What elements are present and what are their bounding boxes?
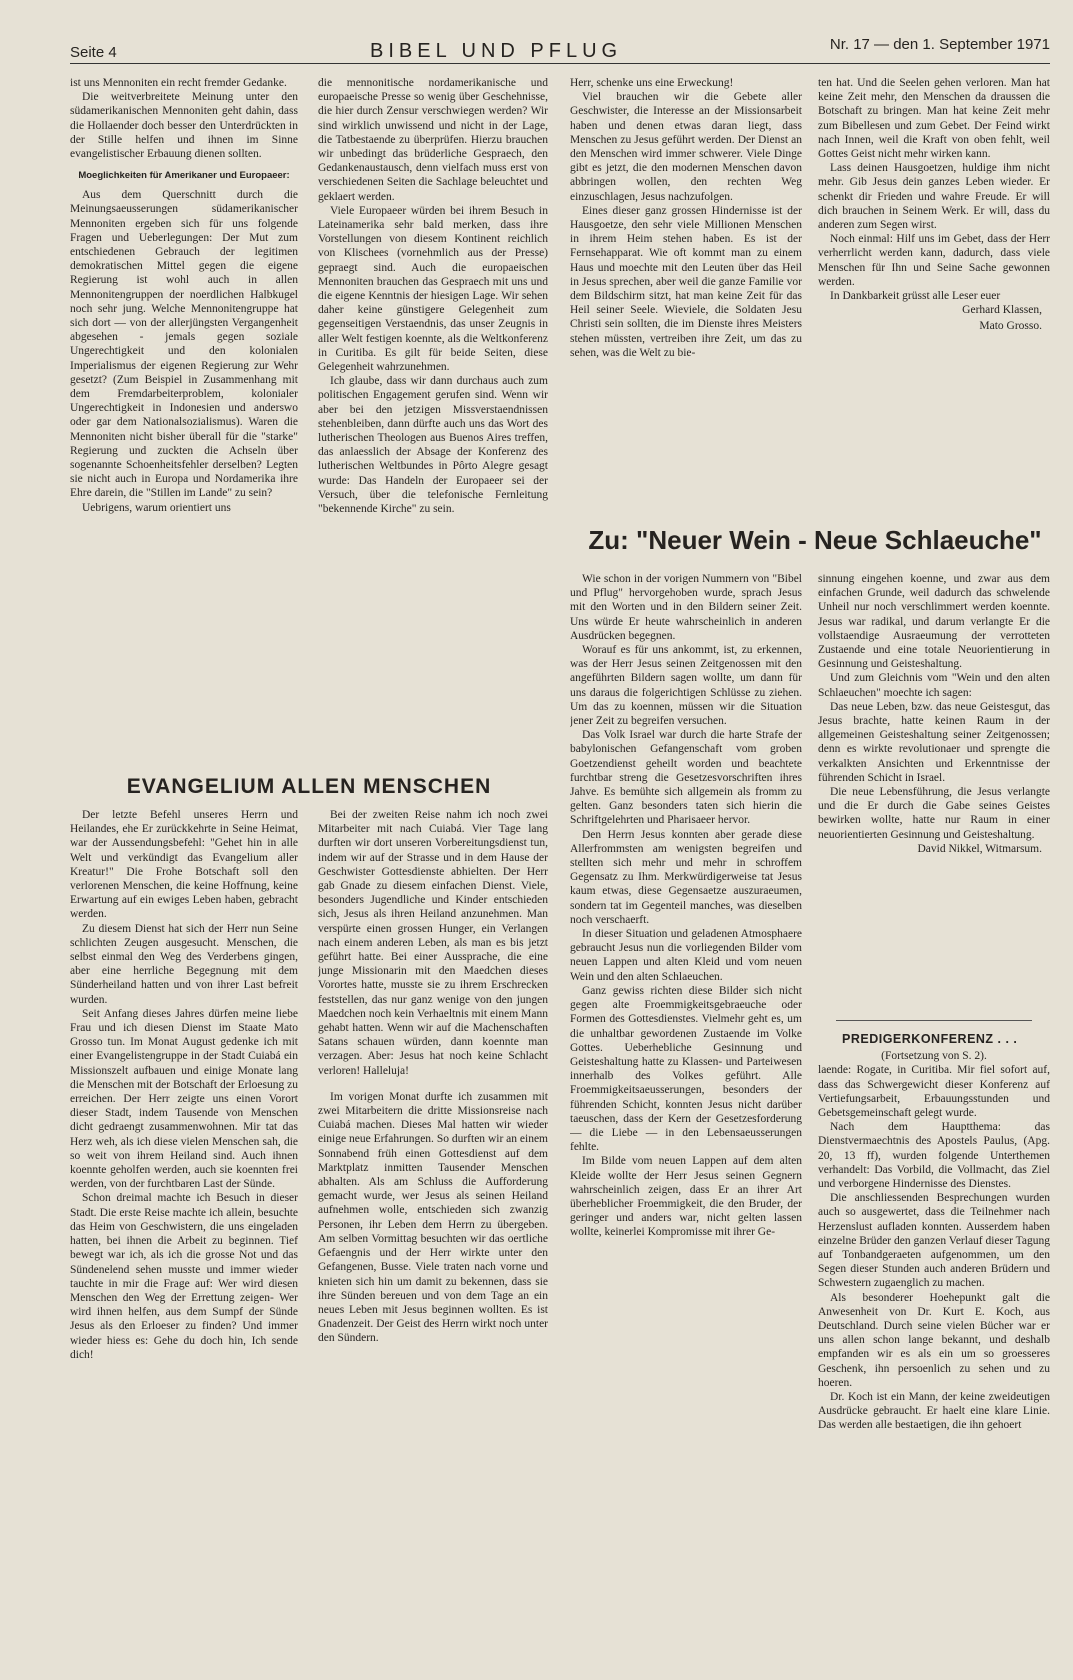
paragraph: Eines dieser ganz grossen Hindernisse ist der Hausgoetze, den sehr viele Millionen Menschen in ihrem Heim stehen haben. Es ist der Fernsehapparat. Wie oft kommt man zu einem Haus und moechte mit den Leuten über das Heil in Jesus sprechen, aber weil die ganze Familie vor dem Bildschirm sitzt, hat man keine Zeit für das Heil seiner Seele. Wieviele, die Soldaten Jesu Christi sein sollten, die im Dienste ihres Meisters stehen müssten, vertreiben ihre Zeit, um das zu sehen, was die Welt zu bie-: [570, 204, 802, 359]
paragraph: Im Bilde vom neuen Lappen auf dem alten Kleide wollte der Herr Jesus seinen Gegnern wahrscheinlich zeigen, dass Er an ihrer Art überheblicher Froemmigkeit, die den Bruder, der geringer und anders war, nicht gelten lassen wollte, keinerlei Kompromisse mit ihrer Ge-: [570, 1155, 802, 1239]
newspaper-title: BIBEL UND PFLUG: [370, 40, 623, 62]
evangelium-col1: [70, 808, 298, 1666]
paragraph: Nach dem Hauptthema: das Dienstvermaechtnis des Apostels Paulus, (Apg. 20, 13 ff), wurden folgende Unterthemen verhandelt: Das Vorbild, die Vollmacht, das Ziel und verborgene Hindernisse des Dienstes.: [818, 1121, 1050, 1191]
paragraph: die mennonitische nordamerikanische und europaeische Presse so wenig über Geschehnisse, die hier durch Zensur verschwiegen werden? Wir sind wirklich unwissend und nicht in der Lage, die Tatbestaende zu überprüfen. Hierzu brauchen wir unbedingt das brüderliche Gespraech, den Gedankenaustausch, denn vielfach muss erst von verschiedenen Seiten die Sachlage beleuchtet und geklaert werden.: [318, 77, 548, 203]
paragraph: Die neue Lebensführung, die Jesus verlangte und die Er durch die Gabe seines Geistes bewirken wollte, hatte nur Raum in einer neuorientierten Gesinnung und Geisteshaltung.: [818, 786, 1050, 841]
paragraph: sinnung eingehen koenne, und zwar aus dem einfachen Grunde, weil dadurch das schwelende Unheil nur noch verschlimmert werden koennte. Jesus war radikal, und darum verlangte Er die vollstaendige Ausraeumung der verrotteten Zustaende und eine totale Neuorientierung in Gesinnung und Geisteshaltung.: [818, 573, 1050, 671]
paragraph: Wie schon in der vorigen Nummern von "Bibel und Pflug" hervorgehoben wurde, sprach Jesus mit den Worten und in den Bildern seiner Zeit. Uns würde Er heute wahrscheinlich in anderen Ausdrücken begegnen.: [570, 573, 802, 642]
headline-neuer-wein: Zu: "Neuer Wein - Neue Schlaeuche": [588, 525, 1042, 555]
section-divider: [836, 1020, 1032, 1021]
page-header: [70, 30, 1050, 62]
issue-date: Nr. 17 — den 1. September 1971: [829, 36, 1050, 53]
paragraph: Im vorigen Monat durfte ich zusammen mit zwei Mitarbeitern die dritte Missionsreise nach Cuiabá machen. Dieses Mal hatten wir wieder einige neue Erfahrungen. So durften wir an einem Sonnabend früh einen Gottesdienst auf dem Marktplatz inmitten Tausender Menschen abhalten. Als am Schluss die Aufforderung gemacht wurde, wer Jesus als seinen Heiland aufnehmen wolle, entschieden sich zwanzig Personen, ihr Leben dem Herrn zu übergeben. Am selben Vormittag besuchten wir das oertliche Gefaengnis und der Herr wirkte unter den Gefangenen, Busse. Viele traten nach vorne und knieten sich hin um damit zu bekennen, dass sie ihre Sünden bereuen und von dem Tage an ein neues Leben mit Jesus beginnen wollten. Es ist Gnadenzeit. Der Geist des Herrn wirkt noch unter den Sündern.: [318, 1090, 548, 1345]
prediger-col4: [818, 1028, 1050, 1668]
article-continued-col1: [70, 76, 298, 744]
paragraph: Den Herrn Jesus konnten aber gerade diese Allerfrommsten am wenigsten begreifen und stellten sich mehr und mehr in schroffem Gegensatz zu Ihm. Merkwürdigerweise tat Jesus kaum etwas, diese Gegensaetze auszuraeumen, sondern tat im Gegenteil manches, was dieselben noch verschaerft.: [570, 828, 802, 926]
paragraph: Das neue Leben, bzw. das neue Geistesgut, das Jesus brachte, hatte keinen Raum in der allgemeinen Geisteshaltung seiner Zeitgenossen; denn es wirkte revolutionaer und sprengte die verkalkten Ansichten und Erkenntnisse der führenden Schicht in Israel.: [818, 700, 1050, 784]
paragraph: ist uns Mennoniten ein recht fremder Gedanke.: [70, 77, 287, 89]
paragraph: Viele Europaeer würden bei ihrem Besuch in Lateinamerika sehr bald merken, dass ihre Vorstellungen von diesem Kontinent reichlich von Klischees (vornehmlich aus der Presse) gepraegt sind. Auch die europaeischen Mennoniten brauchen das Gespraech mit uns und die eigene Kenntnis der hiesigen Lage. Wir sehen daher keine günstigere Gelegenheit zum gegenseitigen Verstaendnis, das unser Zeugnis in aller Welt festigen koennte, als die Weltkonferenz in Curitiba. Es gilt für beide Seiten, diese Gelegenheit wahrzunehmen.: [318, 204, 548, 374]
paragraph: Viel brauchen wir die Gebete aller Geschwister, die Interesse an der Missionsarbeit haben und denen etwas daran liegt, dass Menschen zu Jesus geführt werden. Der Dienst an den Menschen wird immer schwerer. Viele Dinge gibt es jetzt, die den modernen Menschen davon abbringen wollen, den rechten Weg einzuschlagen, Jesus nachzufolgen.: [570, 91, 802, 203]
paragraph: Schon dreimal machte ich Besuch in dieser Stadt. Die erste Reise machte ich allein, besuchte das Heim von Geschwistern, die uns eingeladen hatten, bei ihnen die Arbeit zu beginnen. Tief bewegt war ich, als ich die grosse Not und das Sündenelend sehen musste und immer wieder tauchte in mir die Frage auf: Wer wird diesen Menschen den Weg der Errettung zeigen- Wer wird ihnen helfen, aus dem Sumpf der Sünde Jesus als den Erloeser zu finden? Und immer wieder hiess es: Gehe du doch hin, Ich sende dich!: [70, 1192, 298, 1361]
prediger-heading: PREDIGERKONFERENZ . . .: [842, 1032, 1018, 1046]
wein-col3: [570, 572, 802, 1666]
paragraph: Als besonderer Hoehepunkt galt die Anwesenheit von Dr. Kurt E. Koch, aus Deutschland. Durch seine vielen Bücher war er uns allen schon lange bekannt, und deshalb empfanden wir es als ein um so groesseres Geschenk, ihn persoenlich zu sehen und zu hoeren.: [818, 1291, 1050, 1389]
paragraph: Uebrigens, warum orientiert uns: [82, 501, 231, 514]
paragraph: Das Volk Israel war durch die harte Strafe der babylonischen Gefangenschaft vom groben Goetzendienst geheilt worden und beachtete furchtbar streng die Gesetzesvorschriften ihres Jahve. Es bemühte sich allgemein als fromm zu gelten. Ganz besonders taten sich hierin die Schriftgelehrten und Pharisaeer hervor.: [570, 729, 802, 827]
paragraph: In Dankbarkeit grüsst alle Leser euer: [830, 290, 1001, 303]
paragraph: Worauf es für uns ankommt, ist, zu erkennen, was der Herr Jesus seinen Zeitgenossen mit den angeführten Bildern sagen wollte, um dann für uns daraus die folgerichtigen Schlüsse zu ziehen. Um das zu koennen, müssen wir die Situation jener Zeit zu begreifen versuchen.: [570, 644, 802, 728]
letter-col3: [570, 76, 802, 514]
wein-col4: [818, 572, 1050, 1010]
paragraph: ten hat. Und die Seelen gehen verloren. Man hat keine Zeit mehr, den Menschen da draussen die Botschaft zu bringen. Man hat keine Zeit mehr zum Bibellesen und zum Gebet. Der Feind wirkt nach Innen, weil die Kraft von oben fehlt, weil Gottes Geist nicht mehr wirken kann.: [818, 77, 1050, 161]
paragraph: laende: Rogate, in Curitiba. Mir fiel sofort auf, dass das Schwergewicht dieser Konferenz auf Vertiefungsarbeit, Erbauungsstunden und Gebetsgemeinschaft gelegt wurde.: [818, 1064, 1050, 1120]
letter-col4: [818, 76, 1050, 514]
paragraph: Die weitverbreitete Meinung unter den südamerikanischen Mennoniten geht dahin, dass die Hollaender doch besser den Unterdrückten in der Stille helfen und ihnen im Sinne evangelistischer Erbauung dienen sollten.: [70, 91, 298, 161]
paragraph: Herr, schenke uns eine Erweckung!: [570, 77, 734, 89]
evangelium-col2: [318, 808, 548, 1666]
article-continued-col2: [318, 76, 548, 744]
paragraph: Und zum Gleichnis vom "Wein und den alten Schlaeuchen" moechte ich sagen:: [818, 672, 1050, 699]
paragraph: Ganz gewiss richten diese Bilder sich nicht gegen alte Froemmigkeitsgebraeuche oder Formen des Gottesdienstes. Vielmehr geht es, um die unhaltbar gewordenen Zustaende im Volke Gottes. Ueberhebliche Gesinnung und Geisteshaltung hatte zu Klassen- und Parteiwesen innerhalb des Volkes geführt. Alle Froemmigkeitsaeusserungen, besonders der führenden Schicht, konnten Jesus nicht darüber taeuschen, dass der Kern der Gesetzesforderung — die Liebe — in den Lebensaeusserungen fehlte.: [570, 984, 802, 1154]
paragraph: Die anschliessenden Besprechungen wurden auch so ausgewertet, dass die Teilnehmer nach Herzenslust aufladen konnten. Ausserdem haben einzelne Brüder den ganzen Verlauf dieser Tagung auf Tonbandgeraeten aufgenommen, um den Segen dieser Stunden auch anderen Brüdern und Schwestern zugaenglich zu machen.: [818, 1192, 1050, 1290]
paragraph: Seit Anfang dieses Jahres dürfen meine liebe Frau und ich diesen Dienst im Staate Mato Grosso tun. Im Monat August gedenke ich mit einer Evangelistengruppe in der Stadt Cuiabá ein Missionszelt aufbauen und einige Monate lang die Menschen mit der Botschaft der Erloesung zu erreichen. Der Herr zeigte uns einen Vorort dieser Stadt, indem Tausende von Menschen dicht gedraengt zusammenwohnen. Mir tat das Herz weh, als ich diese vielen Menschen sah, die so weit von ihrem Heiland sind. Auch ihnen koennte geholfen werden, auch sie koennten frei werden, von der furchtbaren Last der Sünde.: [70, 1007, 298, 1191]
paragraph: Ich glaube, dass wir dann durchaus auch zum politischen Engagement gerufen sind. Wenn wir aber bei den jetzigen Missverstaendnissen stehenbleiben, dann dürfte auch uns das Wort des lutherischen Theologen aus Buenos Aires treffen, das anlaesslich der Absage der Konferenz des lutherischen Weltbundes in Pôrto Alegre gesagt wurde: Das Handeln der Europaeer sei der Versuch, über die telefonische Fernleitung "bekennende Kirche" zu sein.: [318, 375, 548, 516]
paragraph: Noch einmal: Hilf uns im Gebet, dass der Herr verherrlicht werden kann, dadurch, dass viele Menschen für Ihn und Seine Sache gewonnen werden.: [818, 233, 1050, 288]
paragraph: Zu diesem Dienst hat sich der Herr nun Seine schlichten Zeugen ausgesucht. Menschen, die selbst einmal den Weg des Verderbens gingen, aber eine herrliche Begegnung mit dem Sünderheiland hatten und von ihrer Last befreit wurden.: [70, 922, 298, 1006]
headline-evangelium: EVANGELIUM ALLEN MENSCHEN: [126, 775, 492, 798]
subheading: Moeglichkeiten für Amerikaner und Europaeer:: [78, 170, 290, 182]
signature-place: Mato Grosso.: [979, 320, 1042, 333]
paragraph: Lass deinen Hausgoetzen, huldige ihm nicht mehr. Gib Jesus dein ganzes Leben wieder. Er schenkt dir Frieden und wahre Freude. Er will dich brauchen in Seinem Werk. Er will, dass du anderen zum Segen wirst.: [818, 162, 1050, 232]
paragraph: In dieser Situation und geladenen Atmosphaere gebraucht Jesus nun die vorliegenden Bilder vom neuen Lappen und alten Kleid und vom neuen Wein und den alten Schlaeuchen.: [570, 928, 802, 983]
continuation-note: (Fortsetzung von S. 2).: [881, 1050, 987, 1063]
signature: David Nikkel, Witmarsum.: [917, 842, 1042, 855]
paragraph: Der letzte Befehl unseres Herrn und Heilandes, ehe Er zurückkehrte in Seine Heimat, war der Aussendungsbefehl: "Gehet hin in alle Welt und verkündigt das Evangelium aller Kreatur!" Die Frohe Botschaft soll den verlorenen Menschen, die keine Hoffnung, keine Erwartung auf ein ewiges Leben haben, gebracht werden.: [70, 809, 298, 921]
header-rule: [70, 63, 1050, 64]
paragraph: Aus dem Querschnitt durch die Meinungsaeusserungen südamerikanischer Mennoniten ergeben sich für uns folgende Fragen und Ueberlegungen: Der Mut zum entschiedenen Gebrauch der legitimen demokratischen Mittel gegen die eigene Regierung ist wohl auch in allen Mennonitengruppen der noerdlichen Halbkugel noch sehr jung. Welche Mennonitengruppe hat sich dort — von der allerjüngsten Vergangenheit abgesehen - jemals gegen soziale Ungerechtigkeit und den kolonialen Imperialismus der eigenen Regierung zur Wehr gesetzt? (Zum Beispiel in Zusammenhang mit dem Fremdarbeiterproblem, kolonialer Ungerechtigkeit in Indonesien und anderswo oder gar dem Nationalsozialismus). Waren die Mennoniten nicht bisher überall für die "starke" Regierung und zuckten die Achseln über sogenannte Schoenheitsfehler derselben? Legten sie nicht auch in Europa und Nordamerika ihre Ehre darein, die "Stillen im Lande" zu sein?: [70, 189, 298, 500]
paragraph: Dr. Koch ist ein Mann, der keine zweideutigen Ausdrücke gebraucht. Er haelt eine klare Linie. Das werden alle bestaetigen, die ihn gehoert: [818, 1391, 1050, 1432]
page-number: Seite 4: [70, 44, 117, 61]
paragraph: Bei der zweiten Reise nahm ich noch zwei Mitarbeiter mit nach Cuiabá. Vier Tage lang durften wir dort unseren Vorbereitungsdienst tun, indem wir auf der Strasse und in dem Hause der Geschwister Gottesdienste abhielten. Der Herr gab Gnade zu diesem einfachen Dienst. Viele, besonders Jugendliche und Kinder entschieden sich, Jesus als ihren Heiland anzunehmen. Man verspürte einen grossen Hunger, ein Verlangen nach einem anderen Leben, als man es bis jetzt geführt hatte. Bei einer Aussprache, die eine junge Missionarin mit den Maedchen dieses Vorortes hatte, musste sie zu ihrem Erschrecken feststellen, das nur ganz wenige von den jungen Maedchen noch kein Verhaeltnis mit einem Mann gehabt hatten. Wenn wir auf die Machenschaften Satans schauen würden, dann koennte man verzagen. Aber: Jesus hat noch keine Schlacht verloren! Halleluja!: [318, 809, 548, 1077]
signature-name: Gerhard Klassen,: [962, 304, 1042, 317]
